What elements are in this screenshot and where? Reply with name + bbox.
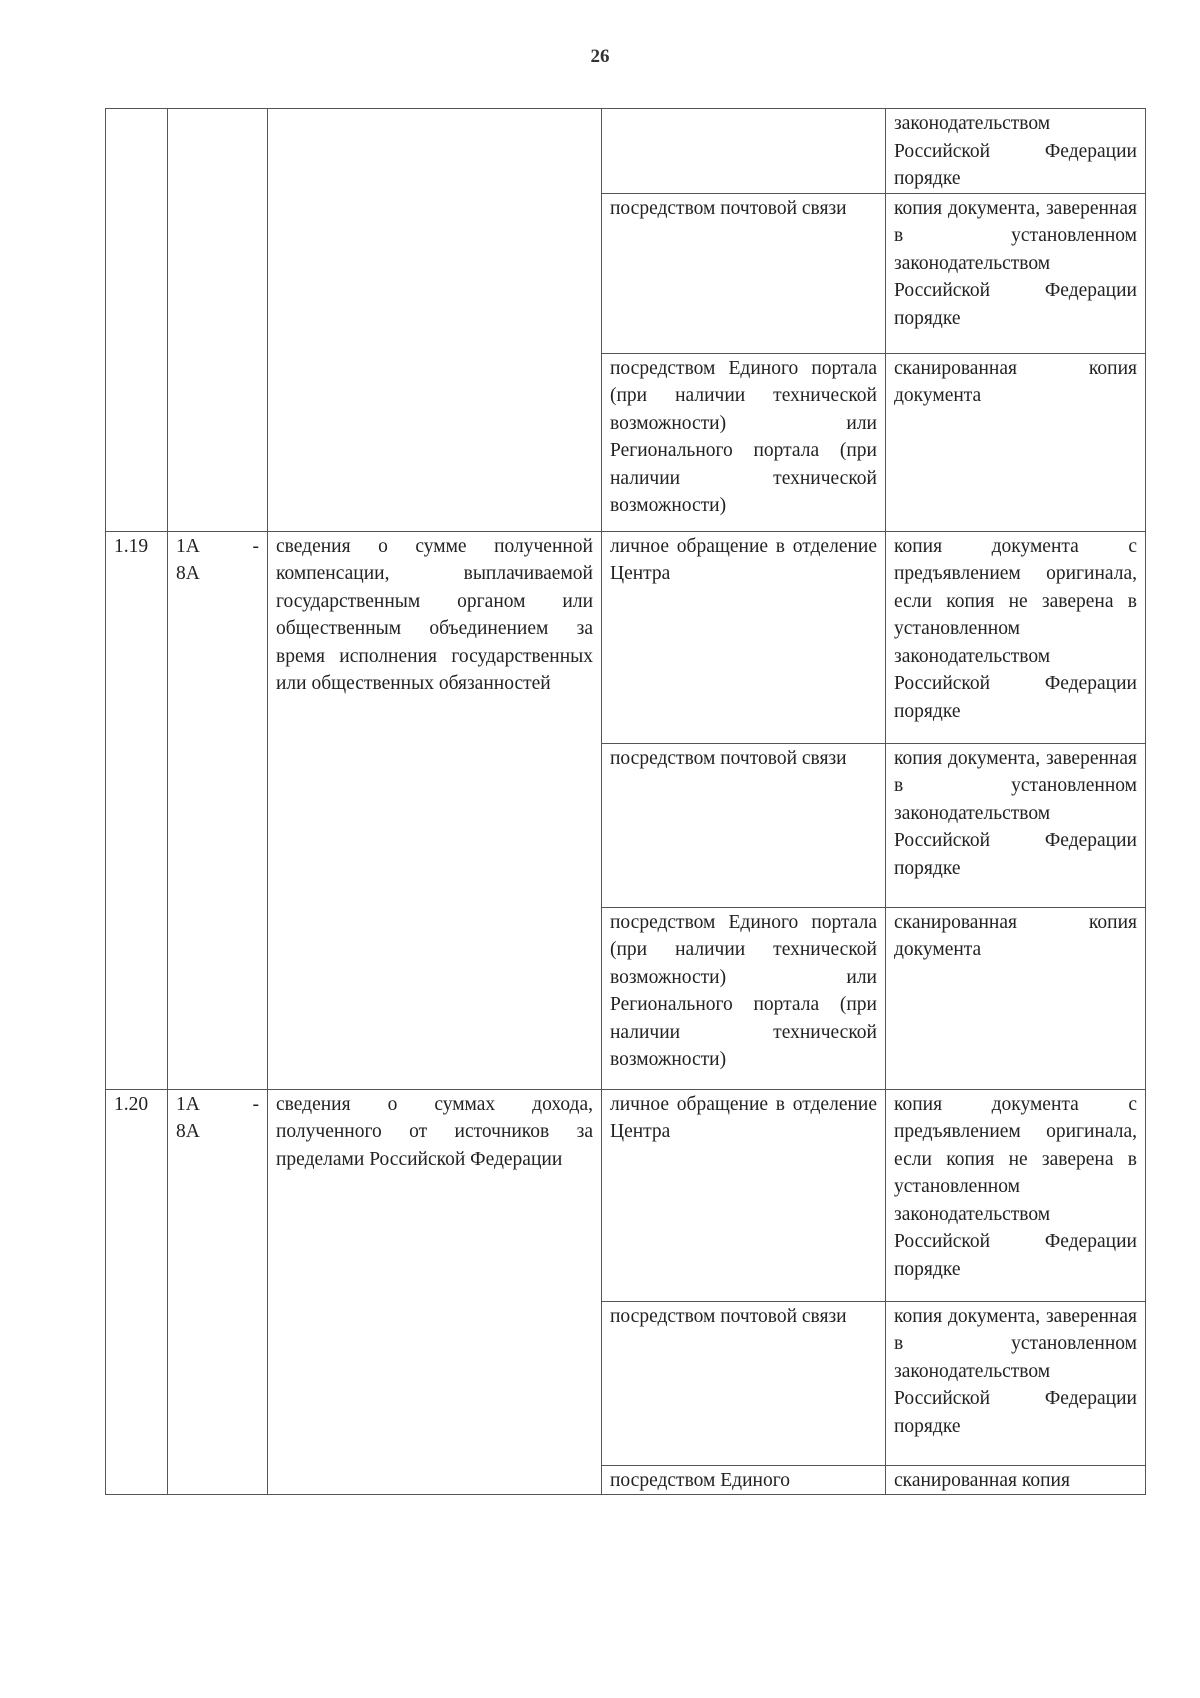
code-to: 8А	[176, 1121, 200, 1142]
document-form-cell: сканированная копия	[886, 1465, 1146, 1495]
entry-description-cell	[268, 109, 602, 532]
table-row	[106, 1089, 1146, 1301]
documents-table	[105, 108, 1146, 1495]
submission-method-cell: посредством почтовой связи	[602, 193, 886, 353]
entry-description: сведения о суммах дохода, полученного от источников за пределами Российской Федерации	[268, 1089, 602, 1495]
document-form-cell: копия документа, заверенная в установленном законодательством Российской Федерации порядке	[886, 193, 1146, 353]
entry-code	[168, 1089, 268, 1495]
entry-number: 1.20	[106, 1089, 168, 1495]
document-form-cell: копия документа, заверенная в установленном законодательством Российской Федерации порядке	[886, 743, 1146, 907]
submission-method-cell: посредством Единого портала (при наличии технической возможности) или Регионального портала (при наличии технической возможности)	[602, 353, 886, 531]
document-form-cell: копия документа, заверенная в установленном законодательством Российской Федерации порядке	[886, 1301, 1146, 1465]
page-number: 26	[590, 46, 610, 67]
code-from: 1А	[176, 1093, 200, 1115]
entry-number: 1.19	[106, 531, 168, 1089]
table-row	[106, 109, 1146, 194]
submission-method-cell: посредством Единого портала (при наличии технической возможности) или Регионального портала (при наличии технической возможности)	[602, 907, 886, 1089]
document-form-cell: сканированная копия документа	[886, 907, 1146, 1089]
document-form-cell: копия документа с предъявлением оригинала, если копия не заверена в установленном законодательством Российской Федерации порядке	[886, 1089, 1146, 1301]
submission-method-cell: личное обращение в отделение Центра	[602, 531, 886, 743]
submission-method-cell: посредством почтовой связи	[602, 1301, 886, 1465]
submission-method-cell	[602, 109, 886, 194]
entry-number-cell	[106, 109, 168, 532]
submission-method-cell: посредством почтовой связи	[602, 743, 886, 907]
code-dash: -	[252, 535, 259, 557]
submission-method-cell: личное обращение в отделение Центра	[602, 1089, 886, 1301]
document-form-cell: законодательством Российской Федерации порядке	[886, 109, 1146, 194]
document-form-cell: сканированная копия документа	[886, 353, 1146, 531]
document-form-cell: копия документа с предъявлением оригинала, если копия не заверена в установленном законодательством Российской Федерации порядке	[886, 531, 1146, 743]
code-to: 8А	[176, 563, 200, 584]
entry-code-cell	[168, 109, 268, 532]
submission-method-cell: посредством Единого	[602, 1465, 886, 1495]
code-from: 1А	[176, 535, 200, 557]
entry-description: сведения о сумме полученной компенсации, выплачиваемой государственным органом или общественным объединением за время исполнения государственных или общественных обязанностей	[268, 531, 602, 1089]
code-dash: -	[252, 1093, 259, 1115]
table-row	[106, 531, 1146, 743]
entry-code	[168, 531, 268, 1089]
